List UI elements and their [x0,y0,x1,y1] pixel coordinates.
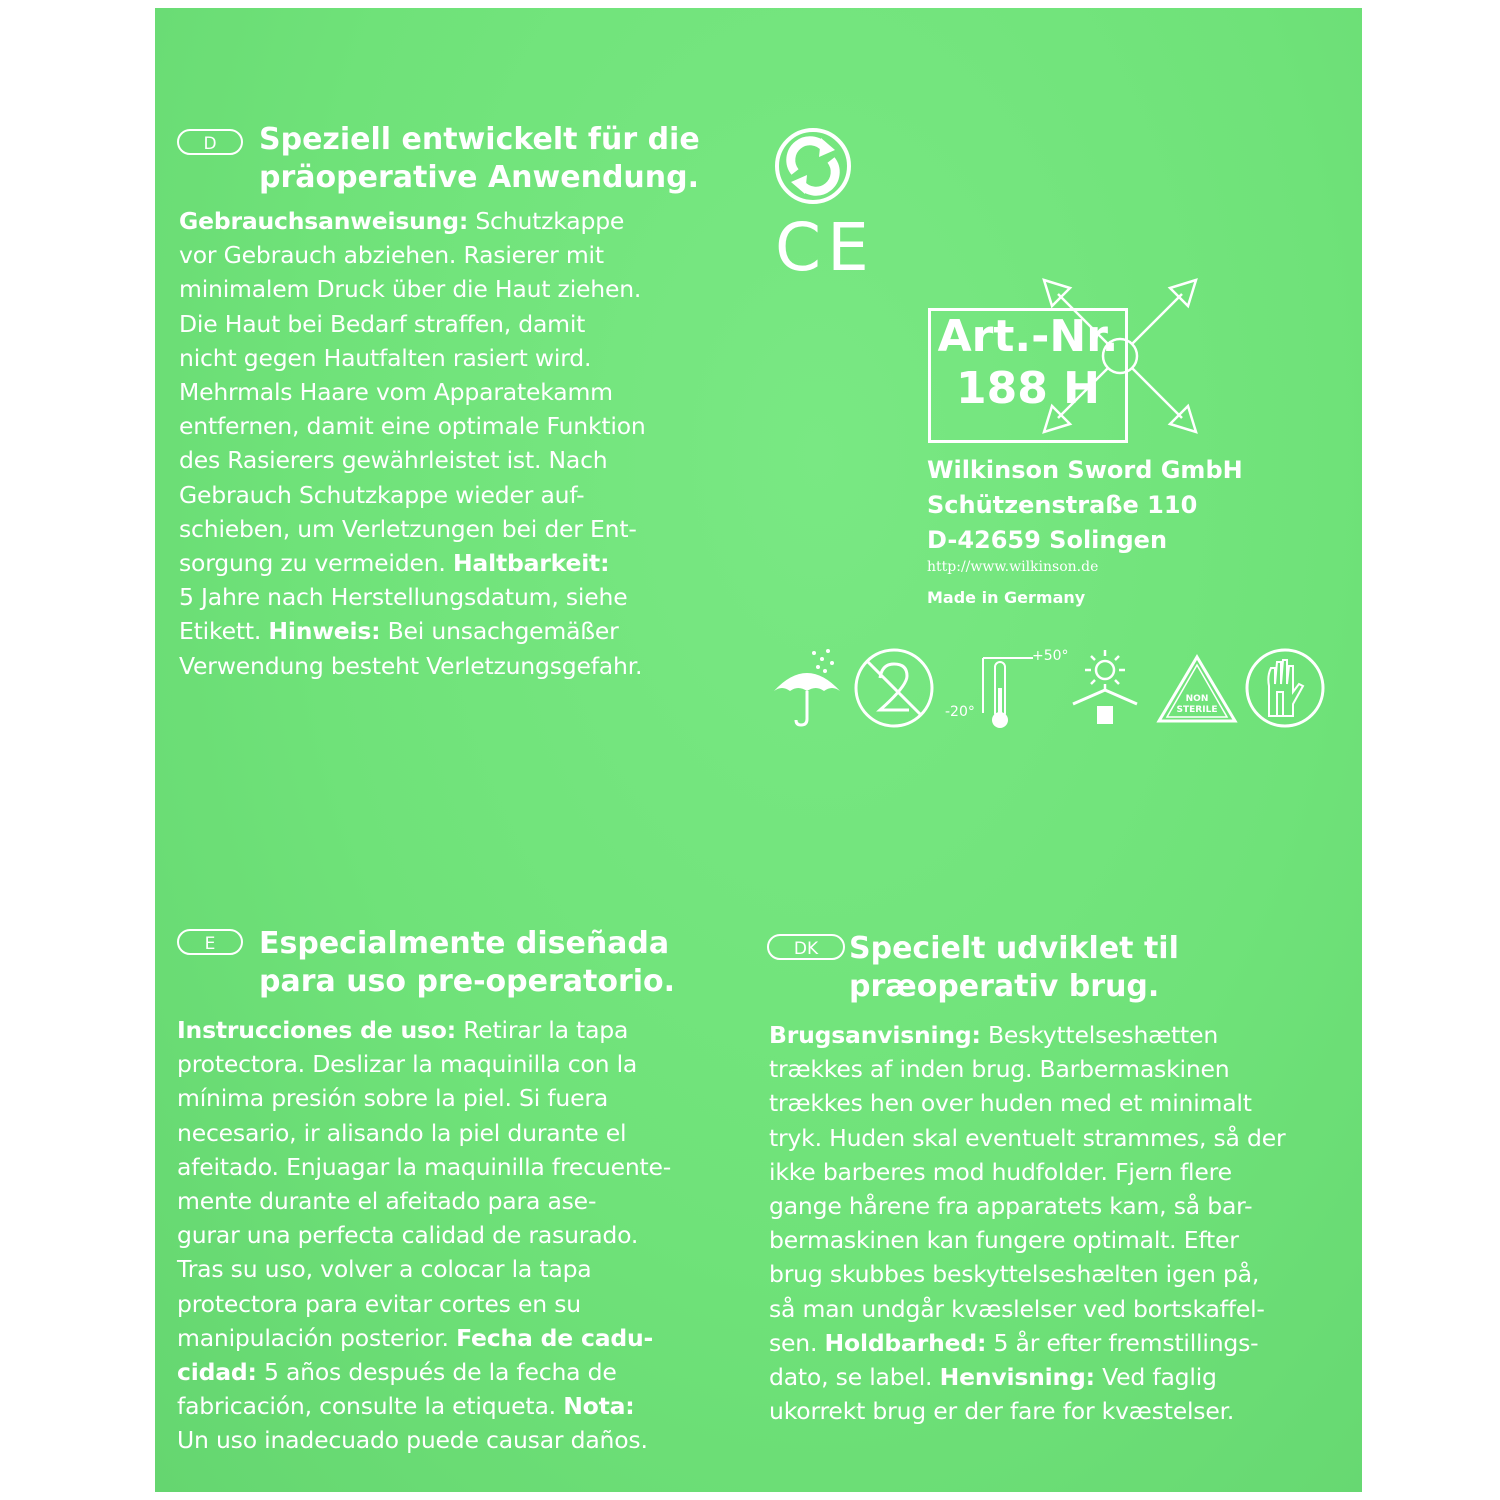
instruction-line [769,1257,1359,1291]
gloves-icon [1243,646,1327,730]
instruction-text: brug skubbes beskyttelseshælten igen på, [769,1260,1260,1289]
temperature-max-label: +50° [1032,648,1069,664]
instruction-text: fabricación, consulte la etiqueta. [177,1392,564,1421]
instruction-line [769,1292,1359,1326]
instruction-text: afeitado. Enjuagar la maquinilla frecuente- [177,1152,672,1181]
instruction-keyword: Haltbarkeit: [452,549,610,578]
instruction-text: tryk. Huden skal eventuelt strammes, så der [769,1123,1286,1152]
company-city: D-42659 Solingen [927,526,1168,554]
made-in: Made in Germany [927,588,1086,607]
instruction-text: necesario, ir alisando la piel durante el [177,1118,627,1147]
danish-instructions [769,1018,1359,1428]
german-headline: Speziell entwickelt für die präoperative Anwendung. [259,122,700,195]
instruction-line [179,546,739,580]
instruction-text: Bei unsachgemäßer [380,617,619,646]
instruction-line [769,1223,1359,1257]
instruction-line [179,580,739,614]
instruction-line [769,1086,1359,1120]
instruction-line [769,1189,1359,1223]
instruction-text: Die Haut bei Bedarf straffen, damit [179,309,586,338]
instruction-keyword: Henvisning: [939,1363,1095,1392]
instruction-text: gange hårene fra apparatets kam, så bar- [769,1192,1253,1221]
instruction-line [769,1326,1359,1360]
instruction-text: Verwendung besteht Verletzungsgefahr. [179,651,643,680]
article-label: Art.-Nr. [937,311,1119,362]
instruction-line [177,1389,757,1423]
temperature-limit-icon [973,648,1043,733]
instruction-text: manipulación posterior. [177,1323,457,1352]
instruction-keyword: Nota: [563,1392,635,1421]
company-url: http://www.wilkinson.de [927,559,1099,575]
instruction-text: 5 años después de la fecha de [256,1358,617,1387]
instruction-text: Schutzkappe [468,207,625,235]
article-number: 188 H [956,363,1100,414]
instruction-keyword: cidad: [177,1358,257,1387]
instruction-line [179,478,739,512]
instruction-line [177,1150,757,1184]
instruction-line [769,1155,1359,1189]
instruction-line [769,1121,1359,1155]
instruction-text: Retirar la tapa [455,1016,629,1044]
instruction-text: protectora para evitar cortes en su [177,1289,581,1318]
instruction-text: sorgung zu vermeiden. [179,549,453,578]
instruction-line [179,204,739,238]
instruction-line [177,1287,757,1321]
instruction-keyword: Instrucciones de uso: [177,1016,456,1044]
recycle-icon [773,126,853,206]
instruction-text: Beskyttelseshætten [980,1021,1219,1049]
instruction-line [177,1423,757,1457]
instruction-line [179,375,739,409]
instruction-line [769,1018,1359,1052]
instruction-text: bermaskinen kan fungere optimalt. Efter [769,1226,1239,1255]
instruction-line [179,238,739,272]
danish-headline: Specielt udviklet til præoperativ brug. [849,931,1179,1004]
instruction-text: 5 år efter fremstillings- [986,1328,1259,1357]
temperature-min-label: -20° [945,704,975,720]
instruction-line [177,1116,757,1150]
instruction-text: vor Gebrauch abziehen. Rasierer mit [179,241,604,270]
spanish-instructions [177,1013,757,1458]
instruction-text: schieben, um Verletzungen bei der Ent- [179,514,637,543]
instruction-line [177,1081,757,1115]
instruction-text: Tras su uso, volver a colocar la tapa [177,1255,592,1284]
non-sterile-label-2: STERILE [1176,705,1218,715]
instruction-text: gurar una perfecta calidad de rasurado. [177,1221,639,1250]
instruction-line [177,1218,757,1252]
instruction-text: mínima presión sobre la piel. Si fuera [177,1084,609,1113]
non-sterile-icon [1155,653,1239,725]
instruction-text: 5 Jahre nach Herstellungsdatum, siehe [179,583,628,612]
german-instructions [179,204,739,683]
instruction-text: ukorrekt brug er der fare for kvæstelser. [769,1397,1235,1426]
instruction-text: sen. [769,1328,825,1357]
language-badge-de: D [177,129,243,155]
instruction-text: des Rasierers gewährleistet ist. Nach [179,446,608,475]
instruction-line [177,1013,757,1047]
language-badge-es: E [177,929,243,955]
keep-away-from-sunlight-icon [1067,646,1143,730]
company-name: Wilkinson Sword GmbH [927,456,1243,484]
instruction-keyword: Holdbarhed: [824,1328,987,1357]
instruction-text: ikke barberes mod hudfolder. Fjern flere [769,1157,1232,1186]
instruction-line [179,614,739,648]
instruction-line [179,409,739,443]
instruction-line [769,1394,1359,1428]
instruction-text: entfernen, damit eine optimale Funktion [179,412,646,441]
packaging-panel [155,8,1362,1492]
spanish-headline: Especialmente diseñada para uso pre-operatorio. [259,926,676,999]
instruction-text: trækkes af inden brug. Barbermaskinen [769,1055,1230,1084]
do-not-reuse-icon [852,646,936,730]
instruction-keyword: Fecha de cadu- [456,1323,654,1352]
instruction-line [179,307,739,341]
instruction-line [177,1321,757,1355]
instruction-text: Un uso inadecuado puede causar daños. [177,1426,648,1455]
instruction-line [177,1184,757,1218]
instruction-line [177,1047,757,1081]
instruction-line [179,512,739,546]
instruction-line [179,649,739,683]
instruction-line [179,443,739,477]
instruction-line [769,1052,1359,1086]
instruction-text: minimalem Druck über die Haut ziehen. [179,275,642,304]
non-sterile-label-1: NON [1185,694,1209,704]
instruction-text: protectora. Deslizar la maquinilla con la [177,1050,638,1079]
instruction-line [769,1360,1359,1394]
instruction-text: Etikett. [179,617,269,646]
instruction-keyword: Brugsanvisning: [769,1021,981,1049]
language-badge-dk: DK [767,934,845,960]
instruction-text: trækkes hen over huden med et minimalt [769,1089,1252,1118]
company-street: Schützenstraße 110 [927,491,1198,519]
instruction-keyword: Hinweis: [268,617,381,646]
instruction-text: Ved faglig [1094,1363,1217,1392]
instruction-text: dato, se label. [769,1363,940,1392]
keep-dry-icon [770,643,845,728]
instruction-text: nicht gegen Hautfalten rasiert wird. [179,343,592,372]
instruction-line [179,341,739,375]
instruction-text: så man undgår kvæslelser ved bortskaffel- [769,1294,1265,1323]
handle-arrows-icon [1030,268,1210,448]
instruction-keyword: Gebrauchsanweisung: [179,207,469,235]
instruction-text: Gebrauch Schutzkappe wieder auf- [179,480,585,509]
ce-mark-icon: CE [775,209,875,286]
instruction-line [179,272,739,306]
instruction-line [177,1252,757,1286]
instruction-line [177,1355,757,1389]
instruction-text: Mehrmals Haare vom Apparatekamm [179,378,613,407]
instruction-text: mente durante el afeitado para ase- [177,1187,597,1216]
